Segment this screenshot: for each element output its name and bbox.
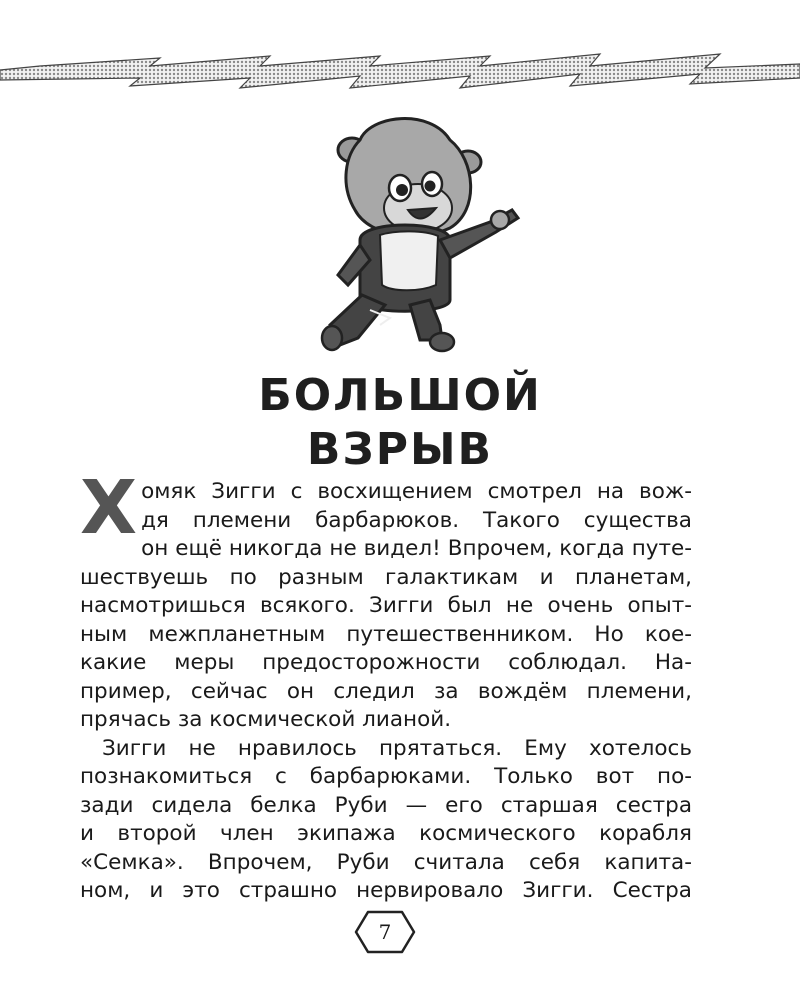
paragraph-2	[80, 735, 692, 906]
text-line: шествуешь по разным галактикам и планетам,	[80, 564, 692, 590]
page-number: 7	[378, 920, 392, 944]
text-line: дя племени барбарюков. Такого существа	[141, 507, 692, 533]
text-line: ным межпланетным путешественником. Но кое-	[80, 621, 692, 647]
text-line: прячась за космической лианой.	[80, 707, 452, 732]
hamster-ziggi-pointing-icon	[300, 110, 530, 360]
text-line: омяк Зигги с восхищением смотрел на вож-	[141, 479, 692, 504]
text-line: Зигги не нравилось прятаться. Ему хотелось	[102, 735, 692, 761]
zigzag-halftone-border-icon	[0, 40, 800, 100]
text-line: «Семка». Впрочем, Руби считала себя капита-	[80, 849, 692, 875]
text-line: он ещё никогда не видел! Впрочем, когда путе-	[141, 536, 692, 561]
text-line: и второй член экипажа космического корабля	[80, 821, 692, 846]
chapter-body	[80, 465, 692, 906]
chapter-title-line-1: БОЛЬШОЙ	[258, 370, 542, 421]
text-line: зади сидела белка Руби — его старшая сестра	[80, 792, 692, 818]
chapter-title-line-2: ВЗРЫВ	[306, 424, 494, 475]
drop-cap-letter: Х	[80, 465, 138, 551]
text-line: познакомиться с барбарюками. Только вот по-	[80, 764, 692, 789]
text-line: ном, и это страшно нервировало Зигги. Сестра	[80, 878, 692, 903]
paragraph-1	[80, 465, 692, 735]
page-number-badge	[354, 910, 416, 954]
text-line: пример, сейчас он следил за вождём племени,	[80, 678, 692, 704]
text-line: насмотришься всякого. Зигги был не очень опыт-	[80, 593, 692, 618]
text-line: какие меры предосторожности соблюдал. На-	[80, 650, 692, 675]
